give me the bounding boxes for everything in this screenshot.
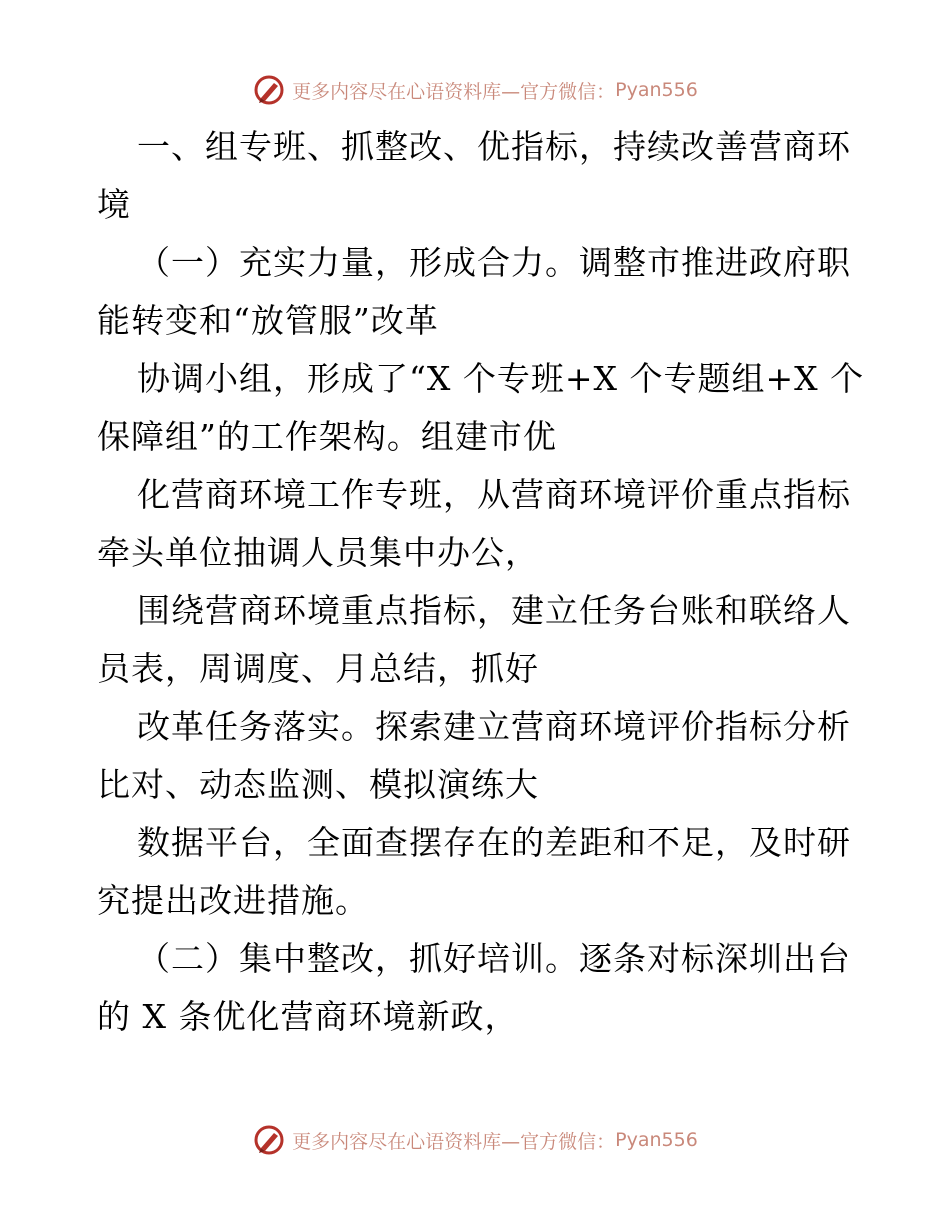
- paragraph-line: （二）集中整改，抓好培训。逐条对标深圳出台: [137, 939, 851, 978]
- document-body: [97, 118, 865, 1046]
- paragraph-line: 比对、动态监测、模拟演练大: [97, 765, 539, 804]
- paragraph-line: 的 X 条优化营商环境新政，: [97, 997, 519, 1036]
- pen-logo-icon: [252, 1123, 286, 1157]
- paragraph-line: 围绕营商环境重点指标，建立任务台账和联络人: [137, 591, 851, 630]
- paragraph-line: （一）充实力量，形成合力。调整市推进政府职: [137, 243, 851, 282]
- paragraph-line: 能转变和“放管服”改革: [97, 301, 439, 340]
- watermark-wechat-id: Pyan556: [615, 79, 698, 101]
- pen-logo-icon: [252, 73, 286, 107]
- watermark-wechat-id: Pyan556: [615, 1129, 698, 1151]
- section-heading-line: 一、组专班、抓整改、优指标，持续改善营商环: [137, 127, 851, 166]
- paragraph-line: 究提出改进措施。: [97, 881, 369, 920]
- paragraph-line: 保障组”的工作架构。组建市优: [97, 417, 557, 456]
- header-watermark: [0, 70, 950, 110]
- watermark-text: 更多内容尽在心语资料库—官方微信：: [292, 1130, 616, 1153]
- paragraph-line: 化营商环境工作专班，从营商环境评价重点指标: [137, 475, 851, 514]
- paragraph-line: 协调小组，形成了“X 个专班+X 个专题组+X 个: [137, 359, 865, 398]
- paragraph-line: 员表，周调度、月总结，抓好: [97, 649, 539, 688]
- footer-watermark: [0, 1120, 950, 1160]
- section-heading-line-cont: 境: [97, 185, 131, 224]
- paragraph-line: 数据平台，全面查摆存在的差距和不足，及时研: [137, 823, 851, 862]
- watermark-text: 更多内容尽在心语资料库—官方微信：: [292, 80, 616, 103]
- paragraph-line: 牵头单位抽调人员集中办公，: [97, 533, 539, 572]
- paragraph-line: 改革任务落实。探索建立营商环境评价指标分析: [137, 707, 851, 746]
